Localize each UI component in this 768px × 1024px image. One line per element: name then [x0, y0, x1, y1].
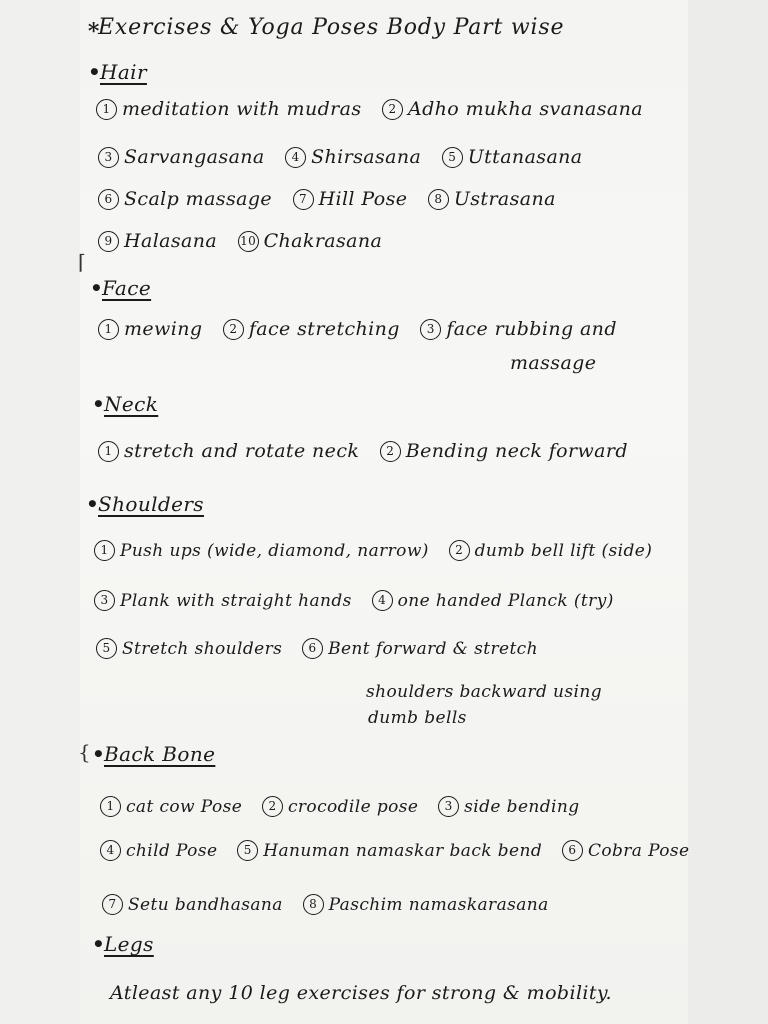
list-item: Bending neck forward: [405, 440, 628, 462]
list-item: Bent forward & stretch: [328, 639, 538, 659]
legs-line-1: Atleast any 10 leg exercises for strong & mobility.: [110, 982, 612, 1004]
page-title: ∗Exercises & Yoga Poses Body Part wise: [86, 14, 565, 40]
shoulders-line-3: 5 Stretch shoulders 6 Bent forward & stretch: [96, 638, 552, 659]
notebook-page: [80, 0, 688, 1024]
hair-line-1: 1 meditation with mudras 2 Adho mukha svanasana: [96, 98, 657, 120]
section-heading-backbone: •Back Bone: [92, 742, 216, 766]
list-item: side bending: [464, 797, 580, 817]
list-item: Uttanasana: [467, 146, 583, 168]
list-item: Hanuman namaskar back bend: [263, 841, 543, 861]
list-item: child Pose: [126, 841, 218, 861]
list-item: mewing: [124, 318, 203, 340]
shoulders-line-4: shoulders backward using: [366, 682, 602, 702]
list-item: Stretch shoulders: [122, 639, 283, 659]
list-item: Cobra Pose: [587, 841, 690, 861]
shoulders-line-5: dumb bells: [368, 708, 467, 728]
backbone-line-2: 4 child Pose 5 Hanuman namaskar back bend 6 Cobra Pose: [100, 840, 704, 861]
list-item: Halasana: [124, 230, 218, 252]
margin-bracket: ⌈: [78, 250, 86, 274]
list-item: stretch and rotate neck: [124, 440, 360, 462]
list-item: Plank with straight hands: [120, 591, 352, 611]
list-item: one handed Planck (try): [397, 591, 614, 611]
hair-line-4: 9 Halasana 10 Chakrasana: [98, 230, 396, 252]
list-item: crocodile pose: [287, 797, 419, 817]
neck-line-1: 1 stretch and rotate neck 2 Bending neck forward: [98, 440, 642, 462]
list-item: face rubbing and: [446, 318, 617, 340]
face-line-2: massage: [510, 352, 597, 374]
section-heading-shoulders: •Shoulders: [86, 492, 204, 516]
shoulders-line-1: 1 Push ups (wide, diamond, narrow) 2 dumb bell lift (side): [94, 540, 666, 561]
list-item: Sarvangasana: [124, 146, 265, 168]
hair-line-2: 3 Sarvangasana 4 Shirsasana 5 Uttanasana: [98, 146, 597, 168]
backbone-line-3: 7 Setu bandhasana 8 Paschim namaskarasana: [102, 894, 563, 915]
list-item: Adho mukha svanasana: [407, 98, 643, 120]
backbone-line-1: 1 cat cow Pose 2 crocodile pose 3 side bending: [100, 796, 594, 817]
section-heading-face: •Face: [90, 276, 152, 300]
right-margin: [688, 0, 768, 1024]
list-item: Chakrasana: [263, 230, 383, 252]
shoulders-line-2: 3 Plank with straight hands 4 one handed Planck (try): [94, 590, 628, 611]
list-item: Hill Pose: [318, 188, 408, 210]
list-item: dumb bell lift (side): [474, 541, 653, 561]
list-item: Paschim namaskarasana: [328, 895, 549, 915]
section-heading-hair: •Hair: [88, 60, 147, 84]
list-item: Setu bandhasana: [128, 895, 283, 915]
list-item: Scalp massage: [124, 188, 273, 210]
list-item: Shirsasana: [311, 146, 422, 168]
left-margin: [0, 0, 80, 1024]
margin-bracket: {: [78, 740, 91, 764]
list-item: Push ups (wide, diamond, narrow): [120, 541, 429, 561]
section-heading-neck: •Neck: [92, 392, 159, 416]
section-heading-legs: •Legs: [92, 932, 154, 956]
list-item: face stretching: [248, 318, 400, 340]
face-line-1: 1 mewing 2 face stretching 3 face rubbing and: [98, 318, 631, 340]
hair-line-3: 6 Scalp massage 7 Hill Pose 8 Ustrasana: [98, 188, 570, 210]
list-item: meditation with mudras: [122, 98, 362, 120]
list-item: Ustrasana: [453, 188, 556, 210]
list-item: cat cow Pose: [126, 797, 243, 817]
